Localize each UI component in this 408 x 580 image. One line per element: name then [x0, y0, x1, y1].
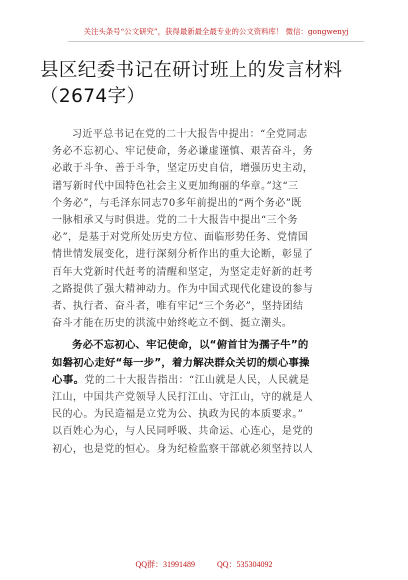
section-heading-line: 心事。: [52, 373, 85, 386]
title-line-1: 县区纪委书记在研讨班上的发言材料: [40, 60, 343, 81]
body-line: 必敢于斗争、善于斗争，坚定历史自信，增强历史主动，: [52, 163, 314, 175]
body-line: 之路提供了强大精神动力。作为中国式现代化建设的参与: [52, 283, 314, 295]
body-line: 个务必”，与毛泽东同志70多年前提出的“两个务必”既: [52, 197, 302, 209]
footer-contact: [0, 558, 408, 572]
body-line: 初心，也是党的恒心。身为纪检监察干部就必须坚持以人: [52, 443, 314, 455]
body-line: 百年大党新时代赶考的清醒和坚定，为坚定走好新的赶考: [52, 266, 314, 278]
body-line: 者、执行者、奋斗者，唯有牢记“三个务必”，坚持团结: [52, 301, 304, 313]
mixed-line: [52, 372, 372, 389]
body-line: 情世情发展变化，进行深刻分析作出的重大论断，彰显了: [52, 249, 314, 261]
document-title: [40, 58, 380, 110]
body-line: 谱写新时代中国特色社会主义更加绚丽的华章。”这“三: [52, 180, 299, 192]
body-line: 务必不忘初心、牢记使命，务必谦虚谨慎、艰苦奋斗，务: [52, 146, 314, 158]
body-line: 民的心。为民造福是立党为公、执政为民的本质要求。”: [52, 409, 304, 421]
body-line: 一脉相承又与时俱进。党的二十大报告中提出“三个务: [52, 215, 298, 227]
body-line: 江山，中国共产党领导人民打江山、守江山，守的就是人: [52, 392, 314, 404]
footer-qq: QQ：535304092: [217, 560, 273, 569]
body-line: 必”，是基于对党所处历史方位、面临形势任务、党情国: [52, 232, 309, 244]
document-body: [52, 126, 372, 458]
title-line-2: （2674字）: [40, 86, 146, 107]
section-heading-line: 如磐初心走好“每一步”，着力解决群众关切的烦心事操: [52, 356, 310, 369]
header-banner: [68, 24, 364, 42]
footer-qq-group: QQ群：31991489: [135, 560, 195, 569]
body-line: 奋斗才能在历史的洪流中始终屹立不倒、挺立潮头。: [52, 318, 293, 330]
body-line: 以百姓心为心，与人民同呼吸、共命运、心连心，是党的: [52, 426, 314, 438]
body-line-tail: 党的二十大报告指出：“江山就是人民，人民就是: [84, 374, 310, 386]
section-heading-line: 务必不忘初心、牢记使命，以“俯首甘为孺子牛”的: [72, 339, 309, 352]
body-line: 习近平总书记在党的二十大报告中提出：“全党同志: [72, 129, 308, 140]
banner-text: 关注头条号“公文研究”，获得最新最全最专业的公文资料库！ 微信：gongwenyj: [83, 27, 349, 36]
